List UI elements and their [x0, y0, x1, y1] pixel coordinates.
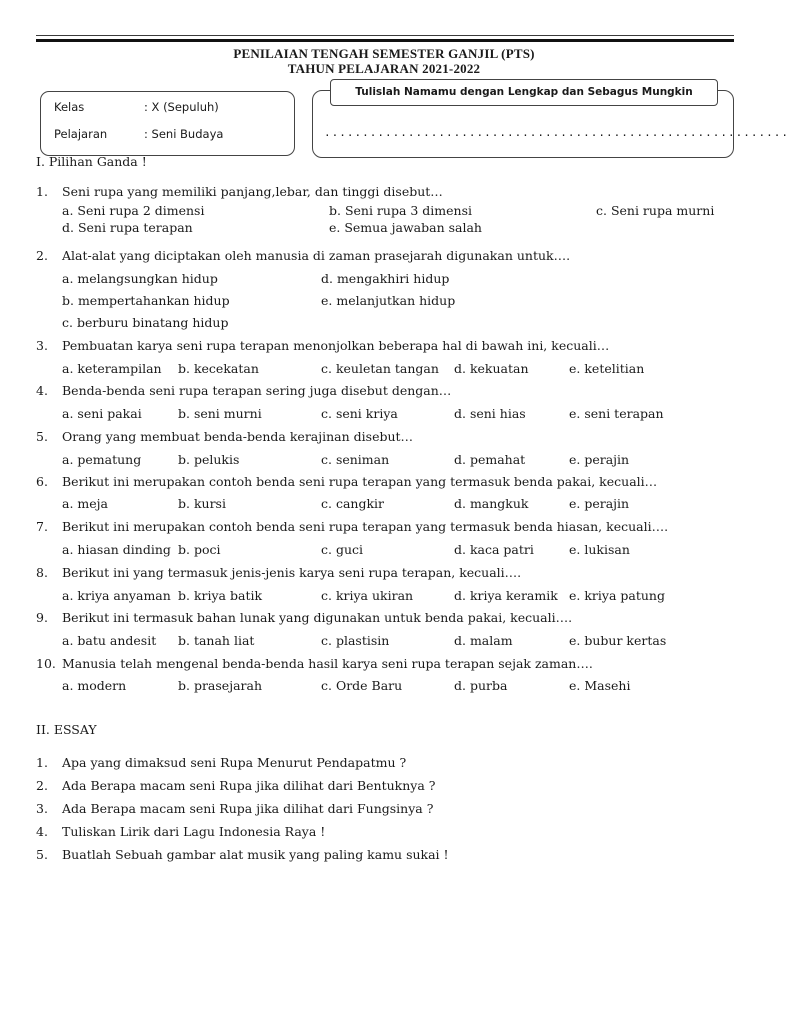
- option: c. berburu binatang hidup: [62, 315, 229, 330]
- option: d. malam: [454, 633, 513, 648]
- option: a. meja: [62, 496, 108, 511]
- essay-number: 4.: [36, 824, 48, 839]
- essay-number: 3.: [36, 801, 48, 816]
- option: e. Masehi: [569, 678, 631, 693]
- option: e. lukisan: [569, 542, 630, 557]
- option: d. kriya keramik: [454, 588, 558, 603]
- question-text: Berikut ini merupakan contoh benda seni rupa terapan yang termasuk benda hiasan, kecuali….: [62, 519, 669, 534]
- essay-number: 5.: [36, 847, 48, 862]
- essay-text: Ada Berapa macam seni Rupa jika dilihat dari Bentuknya ?: [62, 778, 436, 793]
- option: d. purba: [454, 678, 508, 693]
- option: a. seni pakai: [62, 406, 142, 421]
- option: a. kriya anyaman: [62, 588, 171, 603]
- option: e. seni terapan: [569, 406, 664, 421]
- question-number: 4.: [36, 383, 48, 398]
- question-text: Berikut ini merupakan contoh benda seni rupa terapan yang termasuk benda pakai, kecuali…: [62, 474, 658, 489]
- essay-text: Ada Berapa macam seni Rupa jika dilihat dari Fungsinya ?: [62, 801, 434, 816]
- option: c. Orde Baru: [321, 678, 403, 693]
- class-info-box: [40, 91, 295, 156]
- option: e. Semua jawaban salah: [329, 220, 482, 235]
- option: c. keuletan tangan: [321, 361, 439, 376]
- question-text: Pembuatan karya seni rupa terapan menonjolkan beberapa hal di bawah ini, kecuali…: [62, 338, 610, 353]
- question-number: 6.: [36, 474, 48, 489]
- essay-text: Buatlah Sebuah gambar alat musik yang paling kamu sukai !: [62, 847, 449, 862]
- kelas-value: : X (Sepuluh): [144, 100, 219, 114]
- question-number: 1.: [36, 184, 48, 199]
- option: e. bubur kertas: [569, 633, 667, 648]
- option: c. cangkir: [321, 496, 385, 511]
- option: a. batu andesit: [62, 633, 157, 648]
- question-number: 5.: [36, 429, 48, 444]
- option: b. mempertahankan hidup: [62, 293, 230, 308]
- essay-number: 1.: [36, 755, 48, 770]
- question-number: 2.: [36, 248, 48, 263]
- option: d. Seni rupa terapan: [62, 220, 193, 235]
- question-number: 9.: [36, 610, 48, 625]
- option: a. modern: [62, 678, 127, 693]
- option: e. kriya patung: [569, 588, 665, 603]
- name-fill-line[interactable]: .............................................................: [324, 126, 789, 139]
- question-number: 10.: [36, 656, 56, 671]
- option: b. prasejarah: [178, 678, 262, 693]
- option: b. kursi: [178, 496, 226, 511]
- option: b. poci: [178, 542, 221, 557]
- option: a. Seni rupa 2 dimensi: [62, 203, 205, 218]
- option: c. seniman: [321, 452, 390, 467]
- top-rule-thin: [36, 35, 734, 36]
- option: d. seni hias: [454, 406, 526, 421]
- question-text: Orang yang membuat benda-benda kerajinan disebut…: [62, 429, 414, 444]
- option: a. melangsungkan hidup: [62, 271, 218, 286]
- kelas-label: Kelas: [54, 100, 85, 114]
- option: e. ketelitian: [569, 361, 645, 376]
- option: a. keterampilan: [62, 361, 162, 376]
- option: b. pelukis: [178, 452, 240, 467]
- option: b. seni murni: [178, 406, 262, 421]
- option: c. guci: [321, 542, 363, 557]
- question-number: 3.: [36, 338, 48, 353]
- question-text: Manusia telah mengenal benda-benda hasil karya seni rupa terapan sejak zaman….: [62, 656, 593, 671]
- option: d. mengakhiri hidup: [321, 271, 450, 286]
- option: b. kriya batik: [178, 588, 263, 603]
- pelajaran-label: Pelajaran: [54, 127, 108, 141]
- option: b. Seni rupa 3 dimensi: [329, 203, 473, 218]
- option: c. plastisin: [321, 633, 390, 648]
- exam-subtitle: TAHUN PELAJARAN 2021-2022: [287, 61, 481, 76]
- option: d. pemahat: [454, 452, 526, 467]
- section-multiple-choice-title: I. Pilihan Ganda !: [36, 154, 147, 169]
- option: a. hiasan dinding: [62, 542, 171, 557]
- essay-text: Apa yang dimaksud seni Rupa Menurut Pendapatmu ?: [62, 755, 407, 770]
- question-text: Berikut ini termasuk bahan lunak yang digunakan untuk benda pakai, kecuali….: [62, 610, 573, 625]
- question-text: Seni rupa yang memiliki panjang,lebar, dan tinggi disebut…: [62, 184, 443, 199]
- question-number: 8.: [36, 565, 48, 580]
- section-essay-title: II. ESSAY: [36, 722, 97, 737]
- exam-title: PENILAIAN TENGAH SEMESTER GANJIL (PTS): [233, 46, 535, 61]
- option: b. kecekatan: [178, 361, 259, 376]
- question-text: Benda-benda seni rupa terapan sering juga disebut dengan…: [62, 383, 452, 398]
- option: b. tanah liat: [178, 633, 255, 648]
- option: c. seni kriya: [321, 406, 398, 421]
- option: c. kriya ukiran: [321, 588, 414, 603]
- option: d. kaca patri: [454, 542, 534, 557]
- top-rule-thick: [36, 39, 734, 42]
- essay-number: 2.: [36, 778, 48, 793]
- option: e. perajin: [569, 496, 630, 511]
- option: c. Seni rupa murni: [596, 203, 715, 218]
- option: d. mangkuk: [454, 496, 529, 511]
- option: a. pematung: [62, 452, 142, 467]
- option: e. melanjutkan hidup: [321, 293, 456, 308]
- question-text: Alat-alat yang diciptakan oleh manusia di zaman prasejarah digunakan untuk….: [62, 248, 571, 263]
- question-text: Berikut ini yang termasuk jenis-jenis karya seni rupa terapan, kecuali….: [62, 565, 522, 580]
- name-instruction: Tulislah Namamu dengan Lengkap dan Sebagus Mungkin: [330, 79, 718, 106]
- option: e. perajin: [569, 452, 630, 467]
- option: d. kekuatan: [454, 361, 529, 376]
- question-number: 7.: [36, 519, 48, 534]
- essay-text: Tuliskan Lirik dari Lagu Indonesia Raya !: [62, 824, 326, 839]
- pelajaran-value: : Seni Budaya: [144, 127, 224, 141]
